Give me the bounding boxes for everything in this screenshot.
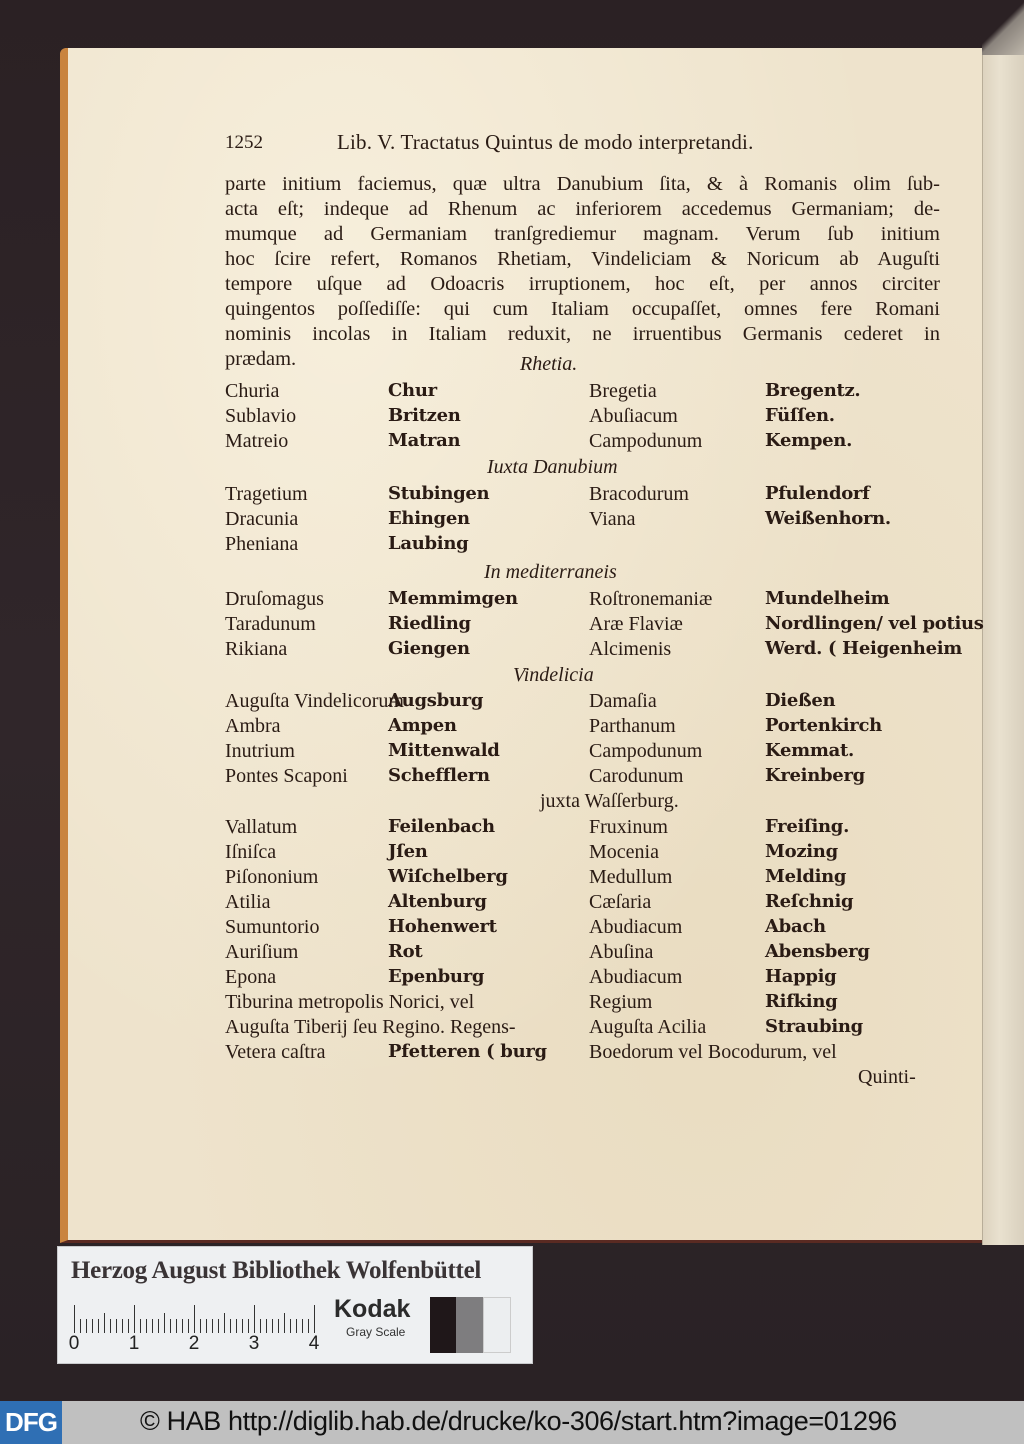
ruler-tick [128, 1319, 129, 1333]
german-name: Bregentz. [765, 380, 861, 401]
german-name: Füſſen. [765, 405, 835, 426]
ruler-tick [194, 1305, 195, 1333]
german-name: Kreinberg [765, 765, 865, 786]
german-name: Kempen. [765, 430, 853, 451]
latin-name: Auriſium [225, 941, 299, 963]
german-name: Feilenbach [388, 816, 495, 837]
section-heading: juxta Waſſerburg. [540, 790, 679, 812]
latin-name: Boedorum vel Bocodurum, vel [589, 1041, 837, 1063]
ruler-tick [218, 1319, 219, 1333]
german-name: Kemmat. [765, 740, 854, 761]
ruler-tick [110, 1319, 111, 1333]
ruler-tick [200, 1319, 201, 1333]
place-row [225, 715, 940, 740]
ruler-tick [146, 1319, 147, 1333]
ruler-tick [302, 1319, 303, 1333]
ruler-tick [284, 1313, 285, 1333]
latin-name: Vetera caſtra [225, 1041, 326, 1063]
german-name: Nordlingen/ vel potius [765, 613, 984, 634]
place-row [225, 1041, 940, 1066]
german-name: Matran [388, 430, 461, 451]
german-name: Jſen [388, 841, 428, 862]
latin-name: Campodunum [589, 430, 703, 452]
section-heading: Rhetia. [520, 353, 578, 375]
page-fold-corner [982, 0, 1024, 55]
german-name: Britzen [388, 405, 461, 426]
latin-name: Piſononium [225, 866, 319, 888]
german-name: Werd. ( Heigenheim [765, 638, 963, 659]
german-name: Riedling [388, 613, 471, 634]
catchword: Quinti- [858, 1066, 916, 1088]
gray-scale-label: Gray Scale [346, 1325, 406, 1339]
latin-name: Churia [225, 380, 280, 402]
ruler-tick [266, 1319, 267, 1333]
latin-name: Abuſina [589, 941, 654, 963]
ruler-number: 2 [188, 1333, 200, 1354]
paragraph-line: quingentos poſſediſſe: qui cum Italiam occupaſſet, omnes fere Romani [225, 298, 940, 320]
latin-name: Rikiana [225, 638, 288, 660]
latin-name: Damaſia [589, 690, 657, 712]
gray-swatch-black [430, 1297, 456, 1353]
place-row [225, 430, 940, 455]
latin-name: Abudiacum [589, 916, 683, 938]
ruler-tick [242, 1319, 243, 1333]
facing-page-edge [982, 55, 1024, 1245]
german-name: Giengen [388, 638, 470, 659]
ruler-tick [230, 1319, 231, 1333]
latin-name: Auguſta Acilia [589, 1016, 707, 1038]
ruler-number: 1 [128, 1333, 140, 1354]
ruler-tick [254, 1305, 255, 1333]
ruler-tick [224, 1313, 225, 1333]
latin-name: Alcimenis [589, 638, 672, 660]
ruler-tick [290, 1319, 291, 1333]
ruler-tick [116, 1319, 117, 1333]
gray-swatch-white [483, 1297, 511, 1353]
place-row [225, 533, 940, 558]
ruler-tick [134, 1305, 135, 1333]
section-heading: Vindelicia [513, 664, 594, 686]
latin-name: Druſomagus [225, 588, 324, 610]
ruler-tick [212, 1319, 213, 1333]
paragraph-line: acta eſt; indeque ad Rhenum ac inferiorem accedemus Germaniam; de- [225, 198, 940, 220]
ruler-tick [236, 1319, 237, 1333]
latin-name: Taradunum [225, 613, 316, 635]
ruler-tick [272, 1319, 273, 1333]
ruler-tick [188, 1319, 189, 1333]
ruler-tick [260, 1319, 261, 1333]
latin-name: Sublavio [225, 405, 297, 427]
german-name: Epenburg [388, 966, 485, 987]
german-name: Abach [765, 916, 826, 937]
ruler-tick [164, 1313, 165, 1333]
latin-name: Campodunum [589, 740, 703, 762]
german-name: Portenkirch [765, 715, 882, 736]
latin-name: Matreio [225, 430, 289, 452]
latin-name: Abuſiacum [589, 405, 678, 427]
place-row [225, 690, 940, 715]
german-name: Happig [765, 966, 837, 987]
paragraph-line: nominis incolas in Italiam reduxit, ne irruentibus Germanis cederet in [225, 323, 940, 345]
latin-name: Inutrium [225, 740, 295, 762]
intro-paragraph [225, 172, 940, 372]
latin-name: Aræ Flaviæ [589, 613, 683, 635]
german-name: Ehingen [388, 508, 470, 529]
latin-name: Pontes Scaponi [225, 765, 348, 787]
german-name: Mundelheim [765, 588, 890, 609]
section-heading: In mediterraneis [484, 561, 617, 583]
german-name: Weißenhorn. [765, 508, 891, 529]
latin-name: Atilia [225, 891, 271, 913]
ruler-tick [74, 1305, 75, 1333]
place-row [225, 916, 940, 941]
running-head [225, 130, 940, 160]
ruler-tick [86, 1319, 87, 1333]
ruler-tick [176, 1319, 177, 1333]
latin-name: Viana [589, 508, 636, 530]
section-heading: Iuxta Danubium [487, 456, 618, 478]
german-name: Abensberg [765, 941, 870, 962]
place-row [225, 588, 940, 613]
latin-name: Pheniana [225, 533, 299, 555]
place-row [225, 1016, 940, 1041]
latin-name: Iſniſca [225, 841, 277, 863]
german-name: Chur [388, 380, 437, 401]
latin-name: Vallatum [225, 816, 298, 838]
place-row [225, 991, 940, 1016]
german-name: Altenburg [388, 891, 487, 912]
german-name: Dießen [765, 690, 836, 711]
library-label-card [57, 1246, 533, 1364]
ruler-tick [80, 1319, 81, 1333]
latin-name: Auguſta Vindelicorum [225, 690, 404, 712]
ruler-tick [248, 1319, 249, 1333]
latin-name: Bregetia [589, 380, 657, 402]
latin-name: Regium [589, 991, 653, 1013]
latin-name: Carodunum [589, 765, 684, 787]
ruler-tick [206, 1319, 207, 1333]
library-name: Herzog August Bibliothek Wolfenbüttel [71, 1257, 482, 1284]
place-row [225, 765, 940, 790]
ruler-tick [308, 1319, 309, 1333]
german-name: Laubing [388, 533, 469, 554]
place-row [225, 483, 940, 508]
german-name: Augsburg [388, 690, 484, 711]
latin-name: Sumuntorio [225, 916, 320, 938]
german-name: Reſchnig [765, 891, 854, 912]
ruler-tick [152, 1319, 153, 1333]
place-row [225, 941, 940, 966]
latin-name: Roſtronemaniæ [589, 588, 713, 610]
dfg-logo: DFG [0, 1401, 62, 1444]
german-name: Rot [388, 941, 423, 962]
page-number: 1252 [225, 132, 263, 153]
place-row [225, 816, 940, 841]
place-row [225, 508, 940, 533]
german-name: Melding [765, 866, 847, 887]
latin-name: Ambra [225, 715, 281, 737]
copyright-url[interactable]: © HAB http://diglib.hab.de/drucke/ko-306/start.htm?image=01296 [140, 1406, 897, 1436]
latin-name: Dracunia [225, 508, 299, 530]
place-row [225, 740, 940, 765]
german-name: Pfetteren ( burg [388, 1041, 547, 1062]
paragraph-line: prædam. [225, 348, 297, 370]
ruler-number: 0 [68, 1333, 80, 1354]
ruler-number: 4 [308, 1333, 320, 1354]
measurement-ruler [68, 1305, 320, 1355]
place-row [225, 638, 963, 663]
footer-bar [0, 1401, 1024, 1444]
ruler-tick [92, 1319, 93, 1333]
german-name: Hohenwert [388, 916, 497, 937]
german-name: Mozing [765, 841, 838, 862]
place-row [225, 966, 940, 991]
ruler-tick [158, 1319, 159, 1333]
paragraph-line: tempore uſque ad Odoacris irruptionem, hoc eſt, per annos circiter [225, 273, 940, 295]
place-row [225, 613, 984, 638]
latin-name: Auguſta Tiberij ſeu Regino. Regens- [225, 1016, 516, 1038]
latin-name: Epona [225, 966, 277, 988]
german-name: Straubing [765, 1016, 863, 1037]
ruler-tick [314, 1305, 315, 1333]
latin-name: Medullum [589, 866, 673, 888]
german-name: Schefflern [388, 765, 490, 786]
ruler-tick [170, 1319, 171, 1333]
ruler-tick [98, 1319, 99, 1333]
german-name: Pfulendorf [765, 483, 870, 504]
place-row [225, 380, 940, 405]
latin-name: Parthanum [589, 715, 676, 737]
german-name: Rifking [765, 991, 838, 1012]
place-row [225, 405, 940, 430]
ruler-tick [122, 1319, 123, 1333]
paragraph-line: hoc ſcire refert, Romanos Rhetiam, Vindeliciam & Noricum ab Auguſti [225, 248, 940, 270]
german-name: Freiſing. [765, 816, 850, 837]
latin-name: Mocenia [589, 841, 659, 863]
place-row [225, 866, 940, 891]
running-title: Lib. V. Tractatus Quintus de modo interpretandi. [337, 130, 754, 154]
german-name: Ampen [388, 715, 457, 736]
ruler-tick [182, 1319, 183, 1333]
german-name: Stubingen [388, 483, 490, 504]
kodak-logo: Kodak [334, 1295, 411, 1323]
latin-name: Abudiacum [589, 966, 683, 988]
german-name: Wiſchelberg [388, 866, 508, 887]
ruler-number: 3 [248, 1333, 260, 1354]
paragraph-line: parte initium faciemus, quæ ultra Danubium ſita, & à Romanis olim ſub- [225, 173, 940, 195]
gray-swatch-mid [456, 1297, 483, 1353]
latin-name: Tragetium [225, 483, 308, 505]
ruler-tick [140, 1319, 141, 1333]
ruler-tick [278, 1319, 279, 1333]
latin-name: Fruxinum [589, 816, 668, 838]
ruler-tick [104, 1313, 105, 1333]
latin-name: Bracodurum [589, 483, 689, 505]
paragraph-line: mumque ad Germaniam tranſgrediemur magnam. Verum ſub initium [225, 223, 940, 245]
german-name: Memmimgen [388, 588, 518, 609]
latin-name: Cæſaria [589, 891, 652, 913]
ruler-tick [296, 1319, 297, 1333]
latin-name: Tiburina metropolis Norici, vel [225, 991, 475, 1013]
place-row [225, 841, 940, 866]
place-row [225, 891, 940, 916]
german-name: Mittenwald [388, 740, 500, 761]
